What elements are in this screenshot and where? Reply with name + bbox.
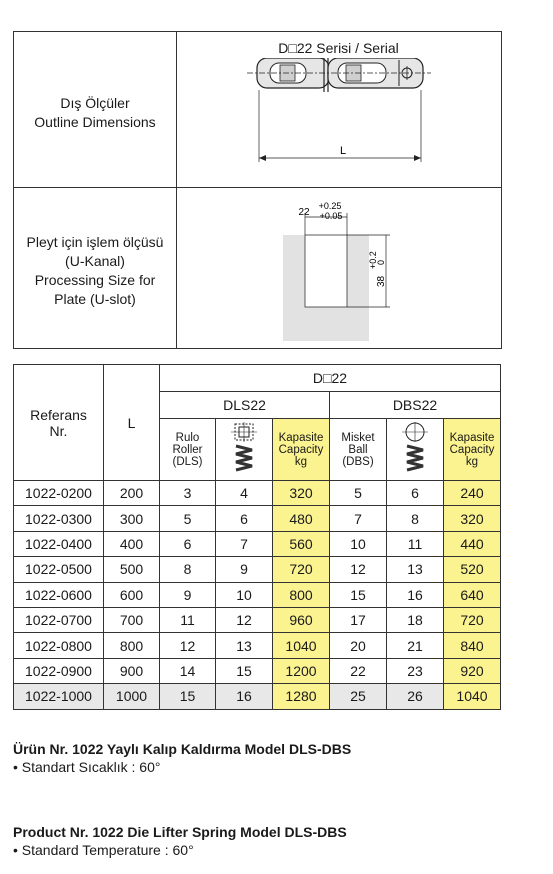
dbs-capacity-cell: 440	[444, 531, 501, 556]
ref-no-cell: 1022-0300	[14, 506, 104, 531]
length-cell: 500	[104, 557, 160, 582]
group-header: D□22	[160, 365, 501, 392]
slot-label-tr-2: (U-Kanal)	[65, 253, 125, 269]
dbs-capacity-cell: 520	[444, 557, 501, 582]
length-cell: 700	[104, 607, 160, 632]
table-row	[14, 531, 501, 556]
outline-drawing	[235, 58, 435, 168]
ball-springs-cell: 8	[387, 506, 444, 531]
ball-count-cell: 10	[330, 531, 387, 556]
product-title-en: Product Nr. 1022 Die Lifter Spring Model DLS-DBS	[13, 824, 347, 840]
column-divider	[176, 32, 177, 348]
l-header: L	[104, 365, 160, 481]
standard-temperature-tr: • Standart Sıcaklık : 60°	[13, 759, 161, 775]
roller-count-cell: 3	[160, 481, 216, 506]
ref-no-cell: 1022-0600	[14, 582, 104, 607]
series-title: D□22 Serisi / Serial	[278, 40, 399, 56]
roller-count-cell: 15	[160, 684, 216, 709]
ref-no-cell: 1022-0200	[14, 481, 104, 506]
slot-label-en-2: Plate (U-slot)	[54, 291, 136, 307]
roller-count-cell: 14	[160, 658, 216, 683]
ball-springs-cell: 26	[387, 684, 444, 709]
slot-depth-lower-tol: 0	[376, 259, 386, 265]
dbs-capacity-cell: 840	[444, 633, 501, 658]
slot-label-tr-1: Pleyt için işlem ölçüsü	[26, 234, 164, 250]
roller-springs-cell: 7	[216, 531, 273, 556]
ref-no-cell: 1022-0800	[14, 633, 104, 658]
roller-header: Rulo Roller (DLS)	[160, 419, 216, 481]
roller-springs-cell: 15	[216, 658, 273, 683]
ball-count-cell: 25	[330, 684, 387, 709]
roller-springs-cell: 10	[216, 582, 273, 607]
dls-capacity-cell: 1200	[273, 658, 330, 683]
roller-springs-cell: 13	[216, 633, 273, 658]
table-row	[14, 506, 501, 531]
roller-springs-cell: 12	[216, 607, 273, 632]
ball-count-cell: 7	[330, 506, 387, 531]
roller-springs-cell: 16	[216, 684, 273, 709]
u-slot-drawing	[268, 165, 398, 345]
outline-label-en: Outline Dimensions	[34, 114, 156, 130]
ref-no-cell: 1022-0900	[14, 658, 104, 683]
roller-springs-cell: 9	[216, 557, 273, 582]
length-cell: 400	[104, 531, 160, 556]
slot-depth-upper-tol: +0.2	[368, 251, 378, 269]
table-row	[14, 481, 501, 506]
table-row	[14, 633, 501, 658]
roller-count-cell: 5	[160, 506, 216, 531]
ball-count-cell: 20	[330, 633, 387, 658]
ball-header: Misket Ball (DBS)	[330, 419, 387, 481]
outline-dimensions-label	[14, 94, 176, 132]
dls-capacity-cell: 720	[273, 557, 330, 582]
processing-size-label	[14, 233, 176, 309]
row-divider	[14, 187, 501, 188]
table-row	[14, 582, 501, 607]
length-cell: 1000	[104, 684, 160, 709]
ball-springs-cell: 23	[387, 658, 444, 683]
dbs-capacity-header: Kapasite Capacity kg	[444, 419, 501, 481]
dimension-l-label: L	[339, 145, 347, 157]
ball-springs-cell: 18	[387, 607, 444, 632]
ball-springs-cell: 21	[387, 633, 444, 658]
length-cell: 200	[104, 481, 160, 506]
standard-temperature-en: • Standard Temperature : 60°	[13, 842, 194, 858]
dbs-capacity-cell: 720	[444, 607, 501, 632]
roller-count-cell: 12	[160, 633, 216, 658]
ref-no-cell: 1022-0700	[14, 607, 104, 632]
dls-capacity-cell: 800	[273, 582, 330, 607]
table-row	[14, 607, 501, 632]
dls-capacity-cell: 560	[273, 531, 330, 556]
dbs-capacity-cell: 240	[444, 481, 501, 506]
dls-capacity-cell: 480	[273, 506, 330, 531]
table-row	[14, 658, 501, 683]
slot-width-upper-tol: +0.25	[318, 201, 342, 211]
ball-count-cell: 5	[330, 481, 387, 506]
dbs-header: DBS22	[330, 392, 501, 419]
dls-capacity-cell: 1280	[273, 684, 330, 709]
ball-count-cell: 22	[330, 658, 387, 683]
product-title-tr: Ürün Nr. 1022 Yaylı Kalıp Kaldırma Model DLS-DBS	[13, 741, 352, 757]
slot-label-en-1: Processing Size for	[34, 272, 156, 288]
ball-count-cell: 15	[330, 582, 387, 607]
roller-spring-icon	[216, 419, 273, 481]
ref-no-cell: 1022-1000	[14, 684, 104, 709]
length-cell: 300	[104, 506, 160, 531]
roller-count-cell: 8	[160, 557, 216, 582]
roller-count-cell: 11	[160, 607, 216, 632]
ball-spring-icon	[387, 419, 444, 481]
dls-capacity-cell: 1040	[273, 633, 330, 658]
ref-header: Referans Nr.	[14, 365, 104, 481]
dbs-capacity-cell: 320	[444, 506, 501, 531]
dls-capacity-cell: 320	[273, 481, 330, 506]
table-row	[14, 557, 501, 582]
table-row	[14, 684, 501, 709]
ball-count-cell: 12	[330, 557, 387, 582]
length-cell: 600	[104, 582, 160, 607]
ref-no-cell: 1022-0400	[14, 531, 104, 556]
dbs-capacity-cell: 640	[444, 582, 501, 607]
roller-springs-cell: 4	[216, 481, 273, 506]
ball-springs-cell: 11	[387, 531, 444, 556]
dls-capacity-header: Kapasite Capacity kg	[273, 419, 330, 481]
capacity-table	[13, 364, 501, 710]
roller-count-cell: 6	[160, 531, 216, 556]
ref-no-cell: 1022-0500	[14, 557, 104, 582]
capacity-table-body	[14, 481, 501, 710]
roller-springs-cell: 6	[216, 506, 273, 531]
slot-width-base: 22	[298, 207, 310, 218]
length-cell: 900	[104, 658, 160, 683]
dbs-capacity-cell: 920	[444, 658, 501, 683]
ball-springs-cell: 6	[387, 481, 444, 506]
dbs-capacity-cell: 1040	[444, 684, 501, 709]
dls-header: DLS22	[160, 392, 330, 419]
dls-capacity-cell: 960	[273, 607, 330, 632]
outline-label-tr: Dış Ölçüler	[60, 95, 130, 111]
ball-springs-cell: 16	[387, 582, 444, 607]
roller-count-cell: 9	[160, 582, 216, 607]
slot-width-lower-tol: +0.05	[319, 211, 343, 221]
ball-count-cell: 17	[330, 607, 387, 632]
slot-depth-base: 38	[376, 275, 387, 287]
ball-springs-cell: 13	[387, 557, 444, 582]
length-cell: 800	[104, 633, 160, 658]
